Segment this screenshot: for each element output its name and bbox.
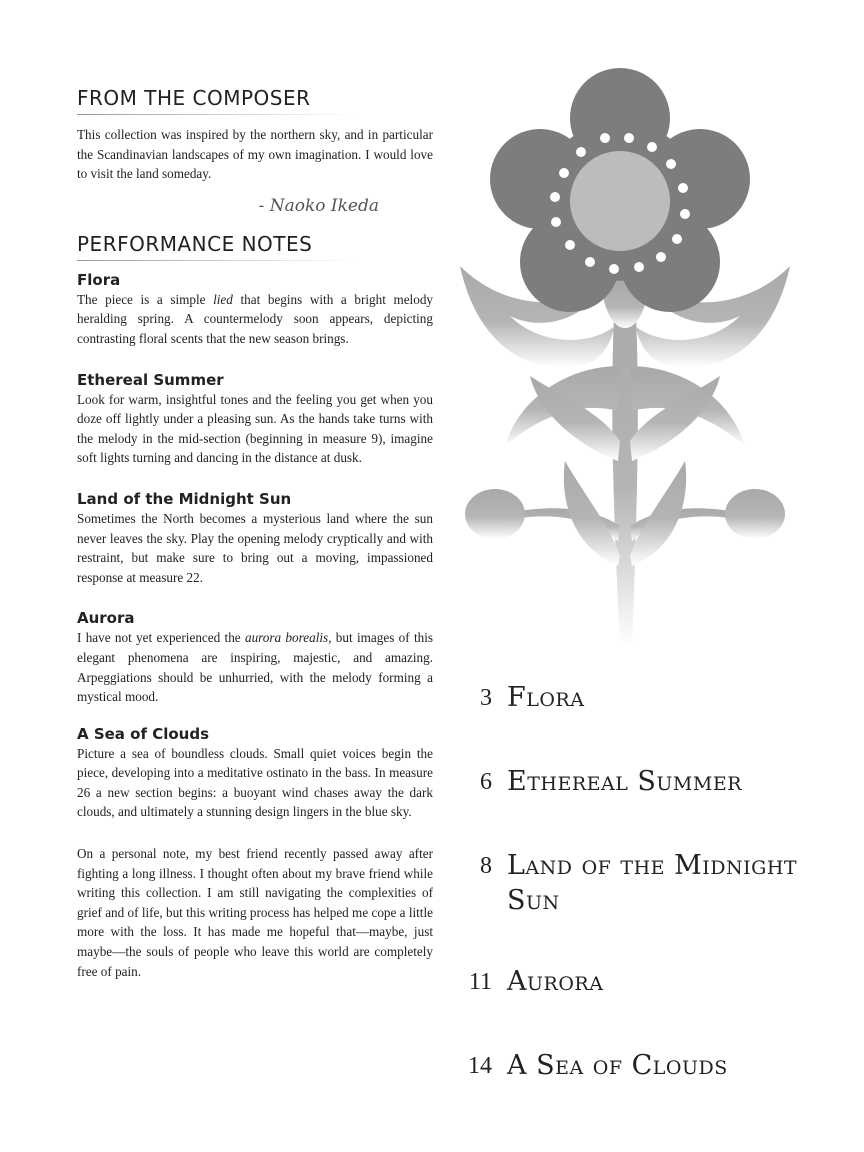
toc-entry[interactable]	[462, 764, 842, 800]
piece-title: Flora	[77, 270, 121, 289]
toc-title: Land of the Midnight Sun	[507, 850, 798, 916]
flower-center	[570, 151, 670, 251]
toc-title: Ethereal Summer	[507, 766, 743, 797]
italic-term: aurora borealis	[244, 630, 329, 646]
toc-page-number: 14	[468, 1053, 492, 1079]
text-part: , but images of this elegant phenomena are inspiring, majestic, and amazing. Arpeggiations should be unhurried, with the melody forming a mystical mood.	[77, 630, 434, 705]
piece-text: Look for warm, insightful tones and the feeling you get when you doze off lightly under a pleasing sun. As the hands take turns with the melody in the mid-section (beginning in measure 9), imagine soft lights turning and dancing in the distance at dusk.	[77, 391, 433, 466]
text-part: that begins with a bright melody heralding spring. A countermelody soon appears, depicting contrasting floral scents that the new season brings.	[77, 291, 434, 346]
piece-note-aurora	[77, 609, 433, 706]
piece-text: Sometimes the North becomes a mysterious land where the sun never leaves the sky. Play the opening melody cryptically and with restraint, but make sure to bring out a moving, impassioned response at measure 22.	[77, 510, 433, 585]
composer-heading: FROM THE COMPOSER	[77, 86, 311, 110]
piece-title: Aurora	[77, 609, 135, 628]
toc-entry[interactable]	[462, 680, 842, 716]
heading-divider	[77, 114, 357, 115]
closing-note: On a personal note, my best friend recently passed away after fighting a long illness. I thought often about my brave friend while writing this collection. I am still navigating the complexities of grief and of life, but this writing process has helped me cope a little more with the loss. It has made me hopeful that—maybe, just maybe—the souls of people who leave this world are completely free of pain.	[77, 846, 433, 979]
toc-title: Aurora	[507, 966, 604, 997]
performance-notes-section	[77, 232, 433, 981]
toc-entry[interactable]	[462, 964, 842, 1000]
text-part: The piece is a simple	[77, 291, 214, 307]
toc-entry[interactable]	[462, 848, 842, 918]
piece-title: Ethereal Summer	[77, 370, 224, 389]
toc-page-number: 8	[480, 853, 492, 879]
table-of-contents	[462, 680, 842, 1084]
toc-entry[interactable]	[462, 1048, 842, 1084]
toc-page-number: 6	[480, 769, 492, 795]
heading-divider	[77, 260, 357, 261]
piece-text: Picture a sea of boundless clouds. Small quiet voices begin the piece, developing into a meditative ostinato in the bass. In measure 26 a new section begins: a buoyant wind chases away the dark clouds, and ultimately a stunning design lingers in the blue sky.	[77, 745, 433, 820]
composer-section	[77, 86, 433, 216]
piece-title: A Sea of Clouds	[77, 724, 210, 743]
composer-signature: - Naoko Ikeda	[258, 195, 379, 216]
piece-note-flora	[77, 271, 433, 349]
piece-title: Land of the Midnight Sun	[77, 489, 292, 508]
piece-text	[77, 290, 433, 349]
piece-note-land-of-the-midnight-sun	[77, 490, 433, 587]
text-part: I have not yet experienced the	[77, 630, 245, 646]
left-column	[77, 86, 433, 981]
toc-title: Flora	[507, 682, 585, 713]
flower-illustration	[450, 66, 800, 646]
toc-title: A Sea of Clouds	[507, 1050, 728, 1081]
performance-heading: PERFORMANCE NOTES	[77, 231, 313, 256]
piece-text	[77, 628, 433, 706]
piece-note-a-sea-of-clouds	[77, 725, 433, 822]
foliage	[460, 266, 790, 646]
italic-term: lied	[213, 291, 233, 307]
composer-text: This collection was inspired by the northern sky, and in particular the Scandinavian landscapes of my own imagination. I would love to visit the land someday.	[77, 127, 433, 182]
toc-page-number: 11	[468, 969, 492, 995]
toc-page-number: 3	[480, 685, 492, 711]
piece-note-ethereal-summer	[77, 371, 433, 468]
